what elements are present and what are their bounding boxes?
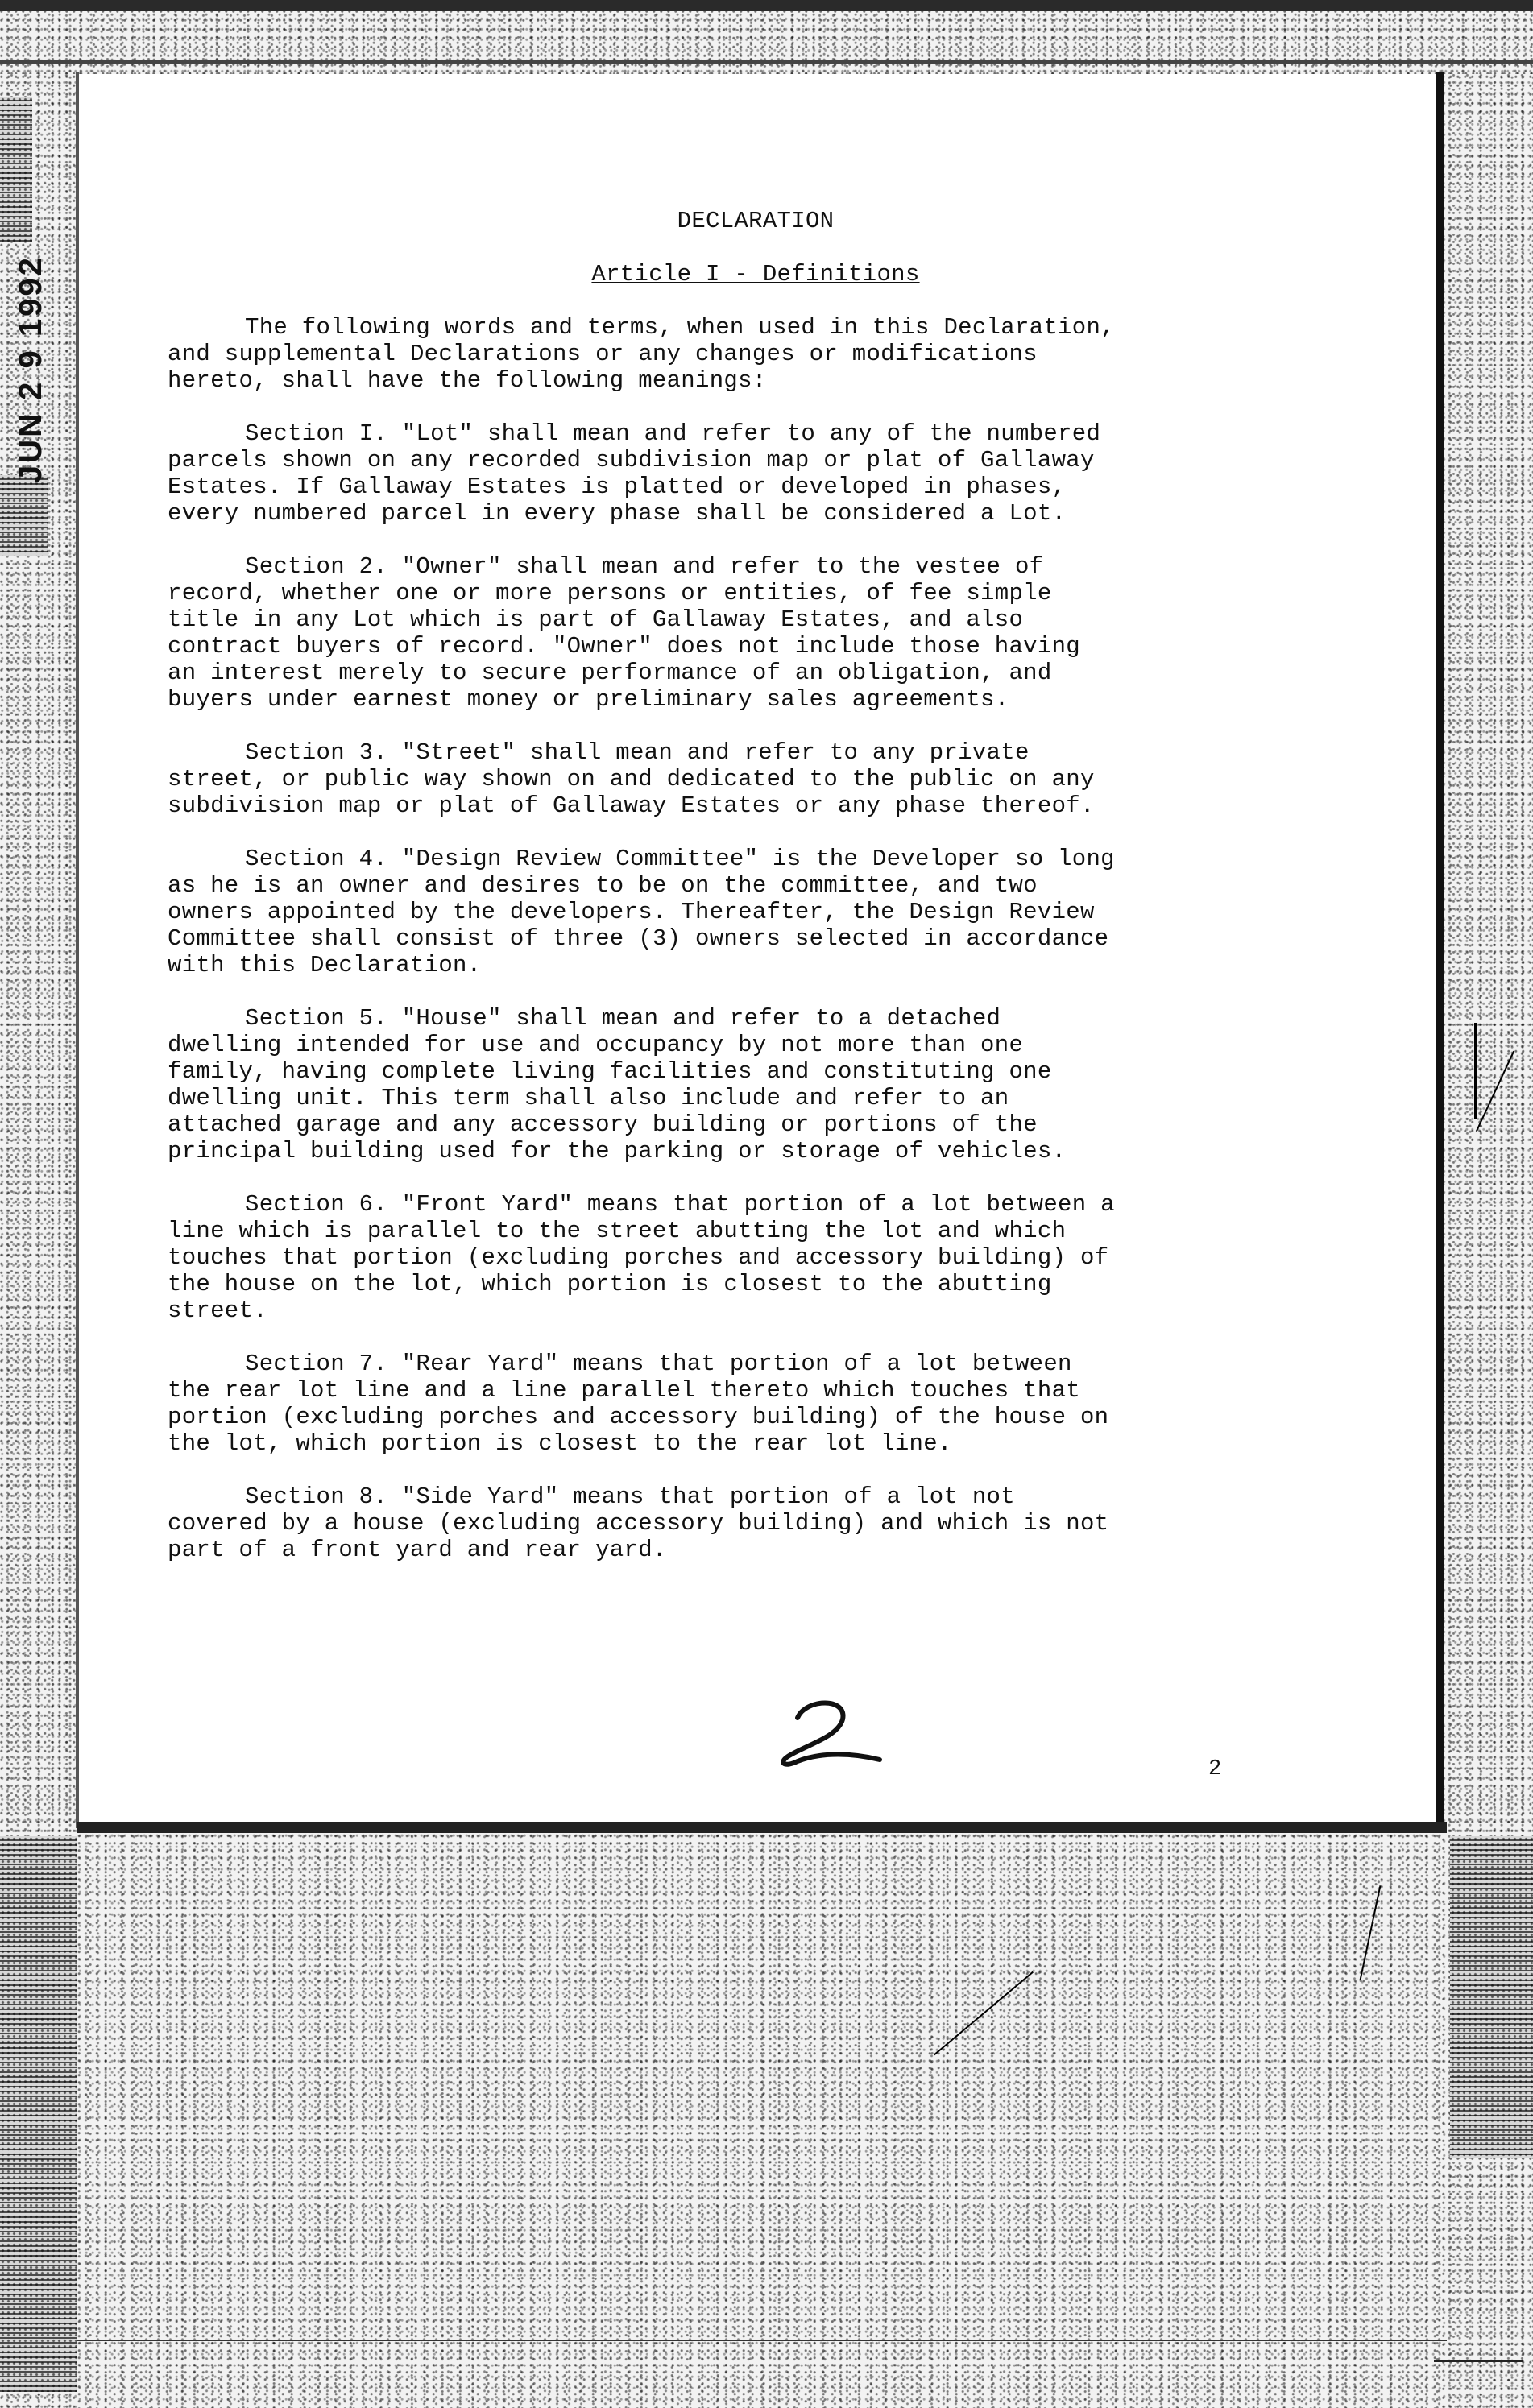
section-5-house: Section 5. "House" shall mean and refer to a detached dwelling intended for use and occupancy by not more than one family, having complete living facilities and constituting one dwelling unit. This term shall also include and refer to an attached garage and any accessory building or portions of the principal building used for the parking or storage of vehicles.: [168, 1005, 1067, 1165]
page-edge-bottom: [77, 1822, 1447, 1833]
scan-streak: [1474, 1023, 1477, 1119]
scan-noise-dense: [0, 97, 32, 242]
document-body: [168, 208, 1344, 1563]
section-3-street: Section 3. "Street" shall mean and refer to any private street, or public way shown on and dedicated to the public on any subdivision map or plat of Gallaway Estates or any phase thereof.: [168, 739, 1095, 819]
scan-top-bar: [0, 0, 1533, 11]
section-4-design-review-committee: Section 4. "Design Review Committee" is the Developer so long as he is an owner and desires to be on the committee, and two owners appointed by the developers. Thereafter, the Design Review Committee shall consist of three (3) owners selected in accordance with this Declaration.: [168, 846, 1115, 979]
scan-noise-bottom: [77, 1827, 1442, 2408]
article-heading: [168, 261, 1344, 288]
scan-top-line: [0, 60, 1533, 64]
intro-paragraph: The following words and terms, when used in this Declaration, and supplemental Declarations or any changes or modifications hereto, shall have the following meanings:: [168, 314, 1115, 394]
section-8-side-yard: Section 8. "Side Yard" means that portion of a lot not covered by a house (excluding accessory building) and which is not part of a front yard and rear yard.: [168, 1483, 1109, 1563]
handwritten-page-number: [773, 1695, 886, 1768]
received-date-stamp: [2, 255, 50, 483]
section-2-owner: Section 2. "Owner" shall mean and refer to the vestee of record, whether one or more persons or entities, of fee simple title in any Lot which is part of Gallaway Estates, and also contract buyers of record. "Owner" does not include those having an interest merely to secure performance of an obligation, and buyers under earnest money or preliminary sales agreements.: [168, 553, 1080, 713]
scan-streak: [77, 2340, 1447, 2341]
article-heading-text: Article I - Definitions: [591, 261, 920, 288]
document-page: [79, 74, 1436, 1822]
scan-noise-dense: [1450, 1836, 1533, 2158]
page-number: 2: [1208, 1757, 1222, 1781]
scan-noise-dense: [0, 475, 48, 556]
page-edge-right: [1436, 72, 1444, 1833]
scan-noise-dense: [0, 1836, 77, 2392]
stamp-date: JUN 2 9 1992: [13, 255, 48, 483]
section-7-rear-yard: Section 7. "Rear Yard" means that portion of a lot between the rear lot line and a line parallel thereto which touches that portion (excluding porches and accessory building) of the house on the lot, which portion is closest to the rear lot line.: [168, 1351, 1109, 1457]
section-6-front-yard: Section 6. "Front Yard" means that portion of a lot between a line which is parallel to the street abutting the lot and which touches that portion (excluding porches and accessory building) of the house on the lot, which portion is closest to the abutting street.: [168, 1191, 1115, 1324]
scan-streak: [1434, 2360, 1523, 2362]
document-title: DECLARATION: [677, 208, 835, 234]
section-1-lot: Section I. "Lot" shall mean and refer to any of the numbered parcels shown on any recorded subdivision map or plat of Gallaway Estates. If Gallaway Estates is platted or developed in phases, every numbered parcel in every phase shall be considered a Lot.: [168, 420, 1101, 527]
